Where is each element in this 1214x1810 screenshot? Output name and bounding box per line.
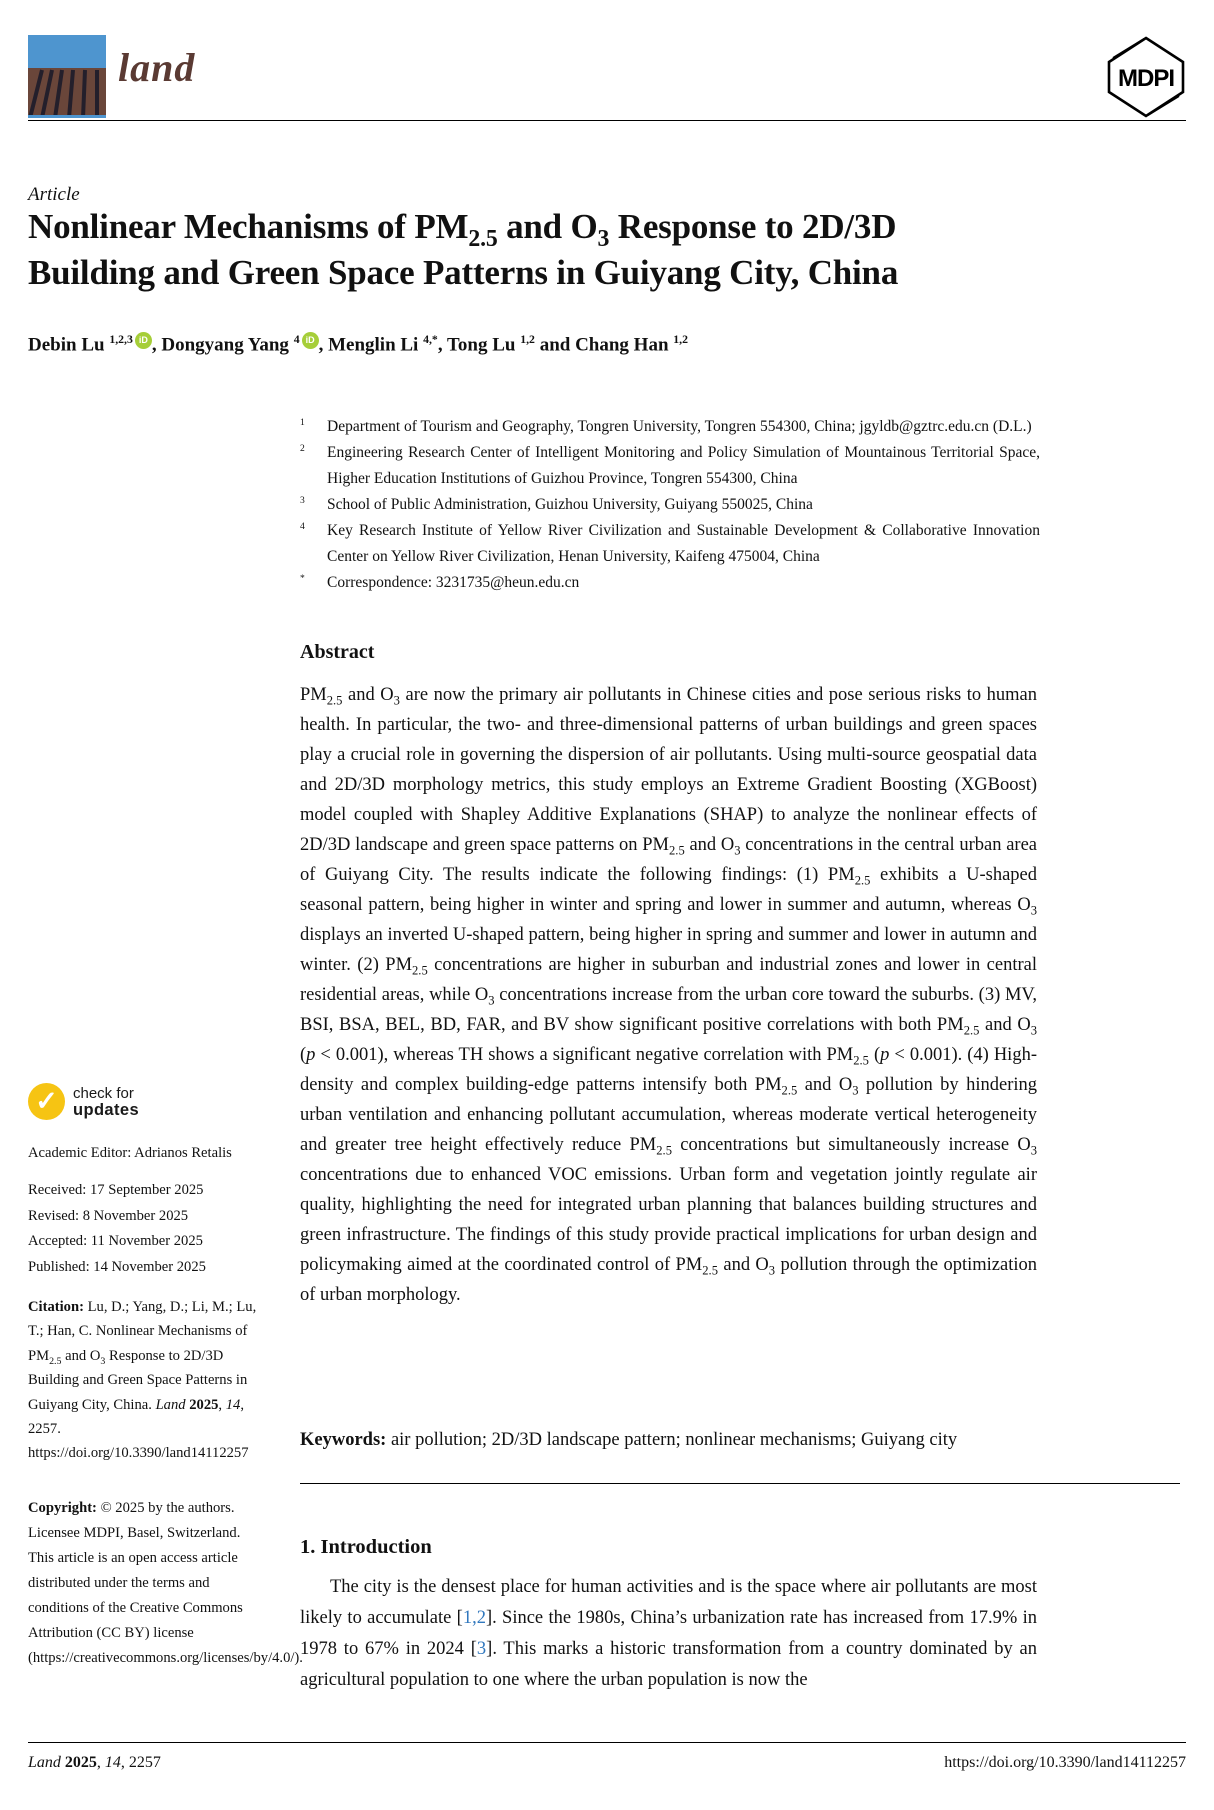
keywords-divider [300,1483,1180,1484]
affiliation-text: School of Public Administration, Guizhou University, Guiyang 550025, China [327,496,813,513]
land-logo-graphic [28,35,106,118]
received-date: Received: 17 September 2025 [28,1182,204,1198]
academic-editor-line: Academic Editor: Adrianos Retalis [28,1145,232,1161]
orcid-icon[interactable]: iD [302,332,319,349]
affiliation-number: 1 [300,417,305,428]
affiliation-item [300,518,1040,570]
affiliation-number: 3 [300,495,305,506]
article-title: Nonlinear Mechanisms of $PM_{2.5}$ and $O_3$ Response to 2D/3D Building and Green Space Patterns in Guiyang City, China [28,207,899,292]
author-list: Debin Lu $^{1,2,3}$ iD , Dongyang Yang $^4$ iD , Menglin Li $^{4,*}$, Tong Lu $^{1,2}$ and Chang Han $^{1,2}$ [28,333,688,356]
affiliation-number: 4 [300,521,305,532]
revised-date: Revised: 8 November 2025 [28,1207,189,1224]
copyright-block: Copyright: © 2025 by the authors. Licensee MDPI, Basel, Switzerland. This article is an open access article distributed under the terms and conditions of the Creative Commons Attribution (CC BY) license (https://creativecommons.org/licenses/by/4.0/). [28,1500,303,1666]
affiliation-item-correspondence [300,570,1040,596]
affiliations-block [300,414,1040,596]
journal-name: land [118,45,196,90]
keywords-line: Keywords: air pollution; 2D/3D landscape pattern; nonlinear mechanisms; Guiyang city [300,1430,958,1450]
abstract-body: $PM_{2.5}$ and $O_3$ are now the primary air pollutants in Chinese cities and pose serious risks to human health. In particular, the two- and three-dimensional patterns of urban buildings and green spaces play a crucial role in governing the dispersion of air pollutants. Using multi-source geospatial data and 2D/3D morphology metrics, this study employs an Extreme Gradient Boosting (XGBoost) model coupled with Shapley Additive Explanations (SHAP) to analyze the nonlinear effects of 2D/3D landscape and green space patterns on $PM_{2.5}$ and $O_3$ concentrations in the central urban area of Guiyang City. The results indicate the following findings: (1) $PM_{2.5}$ exhibits a U-shaped seasonal pattern, being higher in winter and spring and lower in summer and autumn, whereas $O_3$ displays an inverted U-shaped pattern, being higher in spring and summer and lower in autumn and winter. (2) $PM_{2.5}$ concentrations are higher in suburban and industrial zones and lower in central residential areas, while $O_3$ concentrations increase from the urban core toward the suburbs. (3) MV, BSI, BSA, BEL, BD, FAR, and BV show significant positive correlations with both $PM_{2.5}$ and $O_3$ (p < 0.001), whereas TH shows a significant negative correlation with $PM_{2.5}$ (p < 0.001). (4) High-density and complex building-edge patterns intensify both $PM_{2.5}$ and $O_3$ pollution by hindering urban ventilation and enhancing pollutant accumulation, whereas moderate vertical heterogeneity and greater tree height effectively reduce $PM_{2.5}$ concentrations but simultaneously increase $O_3$ concentrations due to enhanced VOC emissions. Urban form and vegetation jointly regulate air quality, highlighting the need for integrated urban planning that balances building structures and green infrastructure. The findings of this study provide practical implications for urban design and policymaking aimed at the coordinated control of $PM_{2.5}$ and $O_3$ pollution through the optimization of urban morphology. [300,685,1038,1305]
affiliation-text: Department of Tourism and Geography, Tongren University, Tongren 554300, China; jgyldb@gztrc.edu.cn (D.L.) [327,418,1032,435]
affiliation-text: Key Research Institute of Yellow River Civilization and Sustainable Development & Collaborative Innovation Center on Yellow River Civilization, Henan University, Kaifeng 475004, China [327,522,1040,565]
check-for-updates-label [73,1086,139,1118]
check-for-updates-line2: updates [73,1100,140,1119]
article-type-label: Article [28,184,80,205]
history-dates-block [28,1178,258,1280]
orcid-icon[interactable]: iD [135,332,152,349]
affiliation-item [300,492,1040,518]
section-heading-introduction: 1. Introduction [300,1536,432,1558]
footer-doi-link[interactable]: https://doi.org/10.3390/land14112257 [944,1754,1186,1771]
published-date: Published: 14 November 2025 [28,1258,206,1275]
check-for-updates-badge[interactable] [28,1083,139,1120]
accepted-date: Accepted: 11 November 2025 [28,1233,203,1249]
citation-link[interactable]: 3 [476,1639,487,1659]
correspondence-marker: * [300,573,305,584]
footer-journal-reference: Land 2025, 14, 2257 [28,1754,161,1771]
check-for-updates-line1: check for [73,1084,134,1102]
affiliation-item [300,440,1040,492]
header-divider [28,120,1186,121]
affiliation-item [300,414,1040,440]
footer-divider [28,1742,1186,1743]
mdpi-logo[interactable] [1100,36,1192,118]
checkmark-icon: ✓ [28,1083,65,1120]
affiliation-text: Engineering Research Center of Intelligent Monitoring and Policy Simulation of Mountainous Territorial Space, Higher Education Institutions of Guizhou Province, Tongren 554300, China [327,444,1040,487]
citation-block: Citation: Lu, D.; Yang, D.; Li, M.; Lu, T.; Han, C. Nonlinear Mechanisms of $PM_{2.5}$ and $O_3$ Response to 2D/3D Building and Green Space Patterns in Guiyang City, China. Land 2025, 14, 2257. https://doi.org/10.3390/land14112257 [28,1299,257,1462]
correspondence-text[interactable]: Correspondence: 3231735@heun.edu.cn [327,574,580,591]
abstract-heading: Abstract [300,641,375,663]
introduction-paragraph: The city is the densest place for human activities and is the space where air pollutants are most likely to accumulate [1,2]. Since the 1980s, China’s urbanization rate has increased from 17.9% in 1978 to 67% in 2024 [3]. This marks a historic transformation from a country dominated by an agricultural population to one where the urban population is now the [300,1577,1038,1690]
affiliation-number: 2 [300,443,305,454]
mdpi-wordmark: MDPI [1118,65,1174,92]
citation-link[interactable]: 1,2 [462,1608,486,1628]
land-journal-logo [28,35,106,118]
